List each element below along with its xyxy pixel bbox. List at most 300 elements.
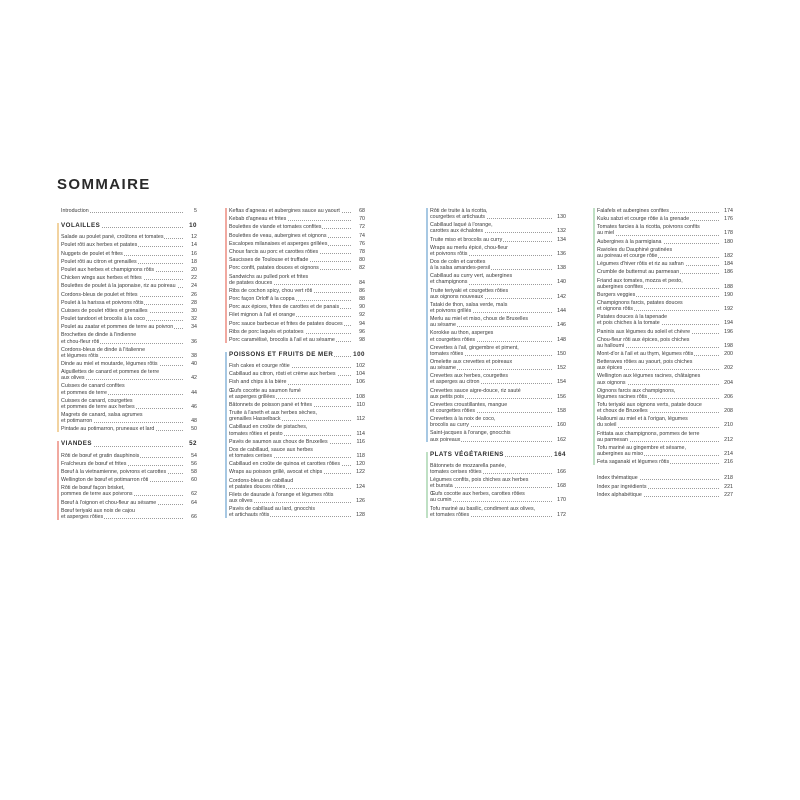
toc-entry[interactable] xyxy=(61,453,197,459)
entry-label: Falafels et aubergines confites xyxy=(597,208,669,214)
page-number: 28 xyxy=(191,299,197,306)
page-number: 218 xyxy=(724,475,733,482)
page-number: 166 xyxy=(557,468,566,475)
entry-label: Wellington aux légumes racines, châtaignes aux oignons xyxy=(597,373,701,386)
page-number: 176 xyxy=(724,216,733,223)
toc-entry[interactable] xyxy=(229,274,365,286)
toc-entry[interactable] xyxy=(597,337,733,349)
section-color-bar xyxy=(593,208,595,465)
toc-entry[interactable] xyxy=(430,388,566,400)
page-number: 60 xyxy=(191,477,197,484)
page-number: 190 xyxy=(724,291,733,298)
toc-entry[interactable] xyxy=(61,234,197,240)
toc-entry[interactable] xyxy=(229,329,365,335)
toc-entry[interactable] xyxy=(61,461,197,467)
entry-label: Cordons-bleus de cabillaud et patates douces rôties xyxy=(229,477,294,490)
entry-label: Bâtonnets de poisson pané et frites xyxy=(229,401,313,408)
page-number: 114 xyxy=(356,430,365,437)
page-number: 46 xyxy=(191,403,197,410)
entry-label: Fish and chips à la bière xyxy=(229,379,287,386)
page-number: 78 xyxy=(359,248,365,255)
page-number: 68 xyxy=(359,208,365,214)
toc-entry[interactable] xyxy=(229,424,365,436)
entry-label: Paninis aux légumes du soleil et chèvre xyxy=(597,328,691,335)
toc-entry[interactable] xyxy=(597,292,733,298)
entry-label: Porc sauce barbecue et frites de patates douces xyxy=(229,320,343,327)
page-number: 214 xyxy=(724,450,733,457)
page-number: 180 xyxy=(724,238,733,245)
page-number: 64 xyxy=(191,499,197,506)
page-number: 186 xyxy=(724,269,733,276)
page-number: 170 xyxy=(557,497,566,504)
entry-label: Bœuf teriyaki aux noix de cajou et asperges rôties xyxy=(61,507,135,520)
toc-entry[interactable] xyxy=(61,383,197,395)
toc-entry[interactable] xyxy=(430,259,566,271)
entry-label: Ravioles du Dauphiné gratinées au poireau et courge rôtie xyxy=(597,246,673,259)
page-number: 178 xyxy=(724,230,733,237)
page-number: 174 xyxy=(724,208,733,214)
toc-entry[interactable] xyxy=(597,239,733,245)
toc-entry[interactable] xyxy=(229,379,365,385)
entry-label: Choux farcis au porc et carottes rôties xyxy=(229,248,319,255)
toc-entry[interactable] xyxy=(597,247,733,259)
page-number: 204 xyxy=(724,379,733,386)
entry-label: Crevettes aux herbes, courgettes et asperges au citron xyxy=(430,373,509,386)
entry-label: Crevettes à l'ail, gingembre et piment, tomates rôties xyxy=(430,344,519,357)
page-title: SOMMAIRE xyxy=(57,176,151,193)
page-number: 212 xyxy=(724,436,733,443)
entry-label: Chou-fleur rôti aux épices, pois chiches au halloumi xyxy=(597,336,690,349)
page-number: 158 xyxy=(557,407,566,414)
entry-label: Keftas d'agneau et aubergines sauce au yaourt xyxy=(229,208,340,214)
page-number: 216 xyxy=(724,459,733,466)
page-number: 80 xyxy=(359,257,365,264)
page-number: 100 xyxy=(353,351,365,358)
toc-entry[interactable] xyxy=(430,506,566,518)
page-number: 108 xyxy=(356,393,365,400)
entry-label: Escalopes milanaises et asperges grillées xyxy=(229,240,328,247)
entry-label: Aubergines à la parmigiana xyxy=(597,238,662,245)
toc-entry[interactable] xyxy=(430,330,566,342)
toc-entry[interactable] xyxy=(597,431,733,443)
entry-label: Œufs cocotte aux herbes, carottes rôties au cumin xyxy=(430,491,525,504)
toc-entry[interactable] xyxy=(597,492,733,498)
entry-label: Cabillaud au curry vert, aubergines et champignons xyxy=(430,273,513,286)
toc-column-3 xyxy=(426,208,566,520)
toc-entry[interactable] xyxy=(61,361,197,367)
toc-entry[interactable] xyxy=(597,475,733,481)
page-number: 98 xyxy=(359,336,365,343)
page-number: 56 xyxy=(191,460,197,467)
toc-entry[interactable] xyxy=(597,484,733,490)
toc-entry[interactable] xyxy=(229,506,365,518)
toc-entry[interactable] xyxy=(61,283,197,289)
entry-label: Chicken wings aux herbes et frites xyxy=(61,275,142,282)
toc-entry[interactable] xyxy=(61,259,197,265)
page-number: 164 xyxy=(554,450,566,458)
entry-label: Dinde au miel et moutarde, légumes rôtis xyxy=(61,361,158,367)
toc-entry[interactable] xyxy=(430,430,566,442)
page-number: 82 xyxy=(359,265,365,272)
entry-label: Crumble de butternut au parmesan xyxy=(597,269,680,276)
entry-label: Cabillaud au citron, rösti et crème aux herbes xyxy=(229,371,336,378)
section-color-bar xyxy=(57,223,59,432)
entry-label: Crevettes à la noix de coco, brocolis au curry xyxy=(430,416,496,429)
toc-entry[interactable] xyxy=(229,478,365,490)
toc-entry[interactable] xyxy=(61,208,197,214)
toc-entry[interactable] xyxy=(430,245,566,257)
toc-entry[interactable] xyxy=(430,222,566,234)
entry-label: Porc confit, patates douces et oignons xyxy=(229,265,319,272)
page-number: 54 xyxy=(191,452,197,459)
entry-label: Betteraves rôties au yaourt, pois chiches aux épices xyxy=(597,359,693,372)
toc-entry[interactable] xyxy=(229,447,365,459)
toc-entry[interactable] xyxy=(229,265,365,271)
toc-entry[interactable] xyxy=(61,300,197,306)
entry-label: Bœuf à l'oignon et chou-fleur au sésame xyxy=(61,499,157,506)
toc-entry[interactable] xyxy=(61,242,197,248)
toc-entry[interactable] xyxy=(229,288,365,294)
page-number: 156 xyxy=(557,393,566,400)
page-number: 48 xyxy=(191,418,197,425)
entry-label: Porc caramélisé, brocolis à l'ail et au sésame xyxy=(229,336,335,343)
page-number: 5 xyxy=(194,208,197,214)
page-number: 182 xyxy=(724,252,733,259)
toc-entry[interactable] xyxy=(229,371,365,377)
page-number: 18 xyxy=(191,258,197,265)
page-number: 52 xyxy=(189,440,197,448)
toc-entry[interactable] xyxy=(430,416,566,428)
toc-entry[interactable] xyxy=(61,508,197,520)
toc-entry[interactable] xyxy=(430,477,566,489)
toc-entry[interactable] xyxy=(61,316,197,322)
entry-label: Truite miso et brocolis au curry xyxy=(430,236,503,243)
section-heading[interactable] xyxy=(430,452,566,458)
page-number: 144 xyxy=(557,307,566,314)
entry-label: Poulet au zaatar et pommes de terre au poivron xyxy=(61,324,174,331)
toc-entry[interactable] xyxy=(430,316,566,328)
entry-label: Boulettes de veau, aubergines et oignons xyxy=(229,232,327,239)
toc-entry[interactable] xyxy=(597,445,733,457)
page-number: 128 xyxy=(356,512,365,519)
entry-label: Kebab d'agneau et frites xyxy=(229,216,287,223)
toc-entry[interactable] xyxy=(61,398,197,410)
toc-entry[interactable] xyxy=(597,329,733,335)
section-color-bar xyxy=(225,208,227,343)
toc-column-1 xyxy=(57,208,197,522)
page-number: 62 xyxy=(191,491,197,498)
entry-label: Cabillaud en croûte de quinoa et carottes rôties xyxy=(229,461,341,468)
entry-label: Bœuf à la vietnamienne, poivrons et carottes xyxy=(61,468,167,475)
entry-label: Sandwichs au pulled pork et frites de patates douces xyxy=(229,273,309,286)
entry-label: Rôti de bœuf façon brisket, pommes de terre aux poivrons xyxy=(61,485,133,498)
toc-entry[interactable] xyxy=(430,288,566,300)
toc-entry[interactable] xyxy=(597,261,733,267)
section-heading[interactable] xyxy=(229,352,365,358)
toc-entry[interactable] xyxy=(229,439,365,445)
toc-entry[interactable] xyxy=(229,233,365,239)
entry-label: Friand aux tomates, mozza et pesto, aubergines confites xyxy=(597,277,683,290)
toc-entry[interactable] xyxy=(229,402,365,408)
entry-label: Cordons-bleus de dinde à l'italienne et légumes rôtis xyxy=(61,346,146,359)
page-number: 44 xyxy=(191,389,197,396)
entry-label: Champignons farcis, patates douces et oignons rôtis xyxy=(597,299,683,313)
toc-entry[interactable] xyxy=(61,267,197,273)
toc-entry[interactable] xyxy=(229,469,365,475)
entry-label: Légumes confits, pois chiches aux herbes et burrata xyxy=(430,476,529,490)
entry-label: Omelette aux crevettes et poireaux au sésame xyxy=(430,359,513,372)
toc-entry[interactable] xyxy=(61,426,197,432)
entry-label: Tofu mariné au gingembre et sésame, aubergines au miso xyxy=(597,444,686,457)
entry-label: Kuku sabzi et courge rôtie à la grenade xyxy=(597,216,690,223)
toc-entry[interactable] xyxy=(229,388,365,400)
toc-entry[interactable] xyxy=(61,477,197,483)
page-number: 126 xyxy=(356,497,365,504)
entry-label: Oignons farcis aux champignons, légumes racines rôtis xyxy=(597,387,676,400)
toc-entry[interactable] xyxy=(597,208,733,214)
toc-entry[interactable] xyxy=(229,257,365,263)
toc-entry[interactable] xyxy=(229,321,365,327)
page-number: 76 xyxy=(359,240,365,247)
entry-label: Cuisses de poulet rôties et grenailles xyxy=(61,307,148,314)
toc-entry[interactable] xyxy=(61,347,197,359)
toc-entry[interactable] xyxy=(229,224,365,230)
toc-entry[interactable] xyxy=(229,492,365,504)
page-number: 40 xyxy=(191,361,197,367)
entry-label: Dos de colin et carottes à la salsa amandes-persil xyxy=(430,259,491,272)
entry-label: Cuisses de canard confites et pommes de terre xyxy=(61,383,125,396)
page-number: 92 xyxy=(359,312,365,319)
toc-entry[interactable] xyxy=(61,469,197,475)
page-number: 110 xyxy=(356,401,365,408)
toc-entry[interactable] xyxy=(61,500,197,506)
page-number: 30 xyxy=(191,307,197,314)
page-number: 124 xyxy=(356,483,365,490)
toc-entry[interactable] xyxy=(597,269,733,275)
entry-label: Œufs cocotte au saumon fumé et asperges grillées xyxy=(229,387,301,400)
toc-entry[interactable] xyxy=(61,308,197,314)
entry-label: Index alphabétique xyxy=(597,491,642,498)
toc-entry[interactable] xyxy=(229,249,365,255)
toc-entry[interactable] xyxy=(597,351,733,357)
entry-label: Crevettes sauce aigre-douce, riz sauté aux petits pois xyxy=(430,387,521,400)
entry-label: Tofu teriyaki aux oignons verts, patate douce et choux de Bruxelles xyxy=(597,402,702,415)
page-number: 120 xyxy=(356,461,365,468)
page-number: 210 xyxy=(724,422,733,429)
page-number: 140 xyxy=(557,279,566,286)
section-color-bar xyxy=(57,441,59,520)
page-number: 50 xyxy=(191,426,197,433)
entry-label: Saint-jacques à l'orange, gnocchis aux poireaux xyxy=(430,430,511,443)
toc-entry[interactable] xyxy=(229,216,365,222)
page-number: 38 xyxy=(191,352,197,359)
toc-entry[interactable] xyxy=(430,402,566,414)
page-number: 148 xyxy=(557,336,566,343)
toc-entry[interactable] xyxy=(229,304,365,310)
dot-leader xyxy=(597,235,719,236)
entry-label: Filet mignon à l'ail et orange xyxy=(229,312,296,319)
page-number: 192 xyxy=(724,306,733,313)
entry-label: Poulet aux herbes et champignons rôtis xyxy=(61,266,155,273)
section-heading[interactable] xyxy=(61,441,197,447)
toc-entry[interactable] xyxy=(597,402,733,414)
page-number: 12 xyxy=(191,234,197,241)
entry-label: Tofu mariné au basilic, condiment aux olives, et tomates rôties xyxy=(430,505,536,518)
page-number: 122 xyxy=(356,469,365,476)
page-number: 22 xyxy=(191,275,197,282)
page-number: 106 xyxy=(356,379,365,386)
entry-label: Rôti de bœuf et gratin dauphinois xyxy=(61,452,140,459)
entry-label: VIANDES xyxy=(61,440,93,448)
page-number: 116 xyxy=(356,438,365,445)
entry-label: Boulettes de viande et tomates confites xyxy=(229,224,322,231)
entry-label: Cordons-bleus de poulet et frites xyxy=(61,291,138,298)
page-number: 152 xyxy=(557,365,566,372)
section-color-bar xyxy=(426,208,428,442)
entry-label: Pavés de saumon aux choux de Bruxelles xyxy=(229,438,328,445)
section-color-bar xyxy=(426,452,428,518)
page-number: 42 xyxy=(191,375,197,382)
entry-label: Cabillaud en croûte de pistaches, tomates rôties et pesto xyxy=(229,424,308,437)
page-number: 134 xyxy=(557,236,566,243)
section-heading[interactable] xyxy=(61,223,197,229)
page-number: 154 xyxy=(557,379,566,386)
entry-label: Wellington de bœuf et potimarron rôti xyxy=(61,477,149,484)
page-number: 24 xyxy=(191,283,197,290)
toc-entry[interactable] xyxy=(430,273,566,285)
toc-entry[interactable] xyxy=(597,459,733,465)
toc-entry[interactable] xyxy=(430,359,566,371)
entry-label: PLATS VÉGÉTARIENS xyxy=(430,450,504,458)
entry-label: Nuggets de poulet et frites xyxy=(61,250,123,257)
page-number: 162 xyxy=(557,436,566,443)
page-number: 138 xyxy=(557,265,566,272)
entry-label: Cuisses de canard, courgettes et pommes de terre aux herbes xyxy=(61,397,135,410)
toc-entry[interactable] xyxy=(430,208,566,220)
toc-entry[interactable] xyxy=(430,237,566,243)
page-number: 227 xyxy=(724,491,733,498)
page-number: 34 xyxy=(191,324,197,331)
page-number: 172 xyxy=(557,511,566,518)
toc-entry[interactable] xyxy=(430,373,566,385)
entry-label: Cabillaud laqué à l'orange, carottes aux échalotes xyxy=(430,222,493,235)
entry-label: Fish cakes et courge rôtie xyxy=(229,363,290,370)
page-number: 150 xyxy=(557,350,566,357)
toc-entry[interactable] xyxy=(229,410,365,422)
toc-entry[interactable] xyxy=(430,491,566,503)
entry-label: Halloumi au miel et à l'origan, légumes du soleil xyxy=(597,416,688,429)
toc-entry[interactable] xyxy=(61,251,197,257)
toc-entry[interactable] xyxy=(430,345,566,357)
page-number: 20 xyxy=(191,266,197,273)
entry-label: Patates douces à la tapenade et pois chiches à la tomate xyxy=(597,314,668,327)
page-number: 36 xyxy=(191,338,197,345)
toc-entry[interactable] xyxy=(229,461,365,467)
toc-entry[interactable] xyxy=(597,359,733,371)
page-number: 130 xyxy=(557,214,566,221)
toc-entry[interactable] xyxy=(597,278,733,290)
entry-label: Pintade au potimarron, pruneaux et lard xyxy=(61,426,155,433)
page-number: 184 xyxy=(724,261,733,268)
entry-label: Index thématique xyxy=(597,475,638,482)
entry-label: Introduction xyxy=(61,208,89,214)
page-number: 200 xyxy=(724,351,733,357)
page-number: 102 xyxy=(356,363,365,370)
toc-entry[interactable] xyxy=(61,412,197,424)
entry-label: Ribs de porc laqués et potatoes xyxy=(229,328,304,335)
entry-label: Bâtonnets de mozzarella panée, tomates cerises rôties xyxy=(430,462,506,475)
entry-label: Ribs de cochon spicy, chou vert rôti xyxy=(229,287,313,294)
toc-entry[interactable] xyxy=(229,337,365,343)
toc-entry[interactable] xyxy=(61,485,197,497)
entry-label: Wraps au poisson grillé, avocat et chips xyxy=(229,469,323,476)
toc-column-2 xyxy=(225,208,365,520)
toc-entry[interactable] xyxy=(430,302,566,314)
toc-entry[interactable] xyxy=(597,224,733,236)
toc-entry[interactable] xyxy=(597,388,733,400)
page-number: 136 xyxy=(557,250,566,257)
entry-label: Poulet tandoori et brocolis à la coco xyxy=(61,316,145,323)
entry-label: Boulettes de poulet à la japonaise, riz au poireau xyxy=(61,283,176,290)
page-number: 72 xyxy=(359,224,365,231)
entry-label: Brochettes de dinde à l'indienne et chou-fleur rôti xyxy=(61,332,137,345)
entry-label: Poulet rôti aux herbes et patates xyxy=(61,242,138,249)
page-number: 146 xyxy=(557,322,566,329)
toc-entry[interactable] xyxy=(61,292,197,298)
toc-entry[interactable] xyxy=(229,296,365,302)
page-number: 66 xyxy=(191,513,197,520)
toc-entry[interactable] xyxy=(597,216,733,222)
toc-entry[interactable] xyxy=(430,463,566,475)
toc-column-4 xyxy=(593,208,733,500)
toc-entry[interactable] xyxy=(597,373,733,385)
page-number: 58 xyxy=(191,468,197,475)
page-number: 14 xyxy=(191,242,197,249)
entry-label: Mont-d'or à l'ail et au thym, légumes rôtis xyxy=(597,351,694,357)
page-number: 88 xyxy=(359,295,365,302)
entry-label: Aiguillettes de canard et pommes de terre aux olives xyxy=(61,369,160,382)
toc-entry[interactable] xyxy=(229,208,365,214)
page-number: 26 xyxy=(191,291,197,298)
page-number: 10 xyxy=(189,222,197,230)
entry-label: Filets de daurade à l'orange et légumes rôtis aux olives xyxy=(229,491,334,504)
toc-entry[interactable] xyxy=(597,300,733,312)
page-number: 188 xyxy=(724,283,733,290)
page-number: 221 xyxy=(724,483,733,490)
entry-label: Index par ingrédients xyxy=(597,483,647,490)
toc-entry[interactable] xyxy=(61,369,197,381)
toc-entry[interactable] xyxy=(61,324,197,330)
entry-label: VOLAILLES xyxy=(61,222,101,230)
page-number: 104 xyxy=(356,371,365,378)
entry-label: Poulet à la harissa et poivrons rôtis xyxy=(61,299,144,306)
toc-entry[interactable] xyxy=(229,312,365,318)
toc-entry[interactable] xyxy=(229,241,365,247)
entry-label: Truite à l'aneth et aux herbes sèches, grenailles Hasselback xyxy=(229,410,317,423)
toc-entry[interactable] xyxy=(61,332,197,344)
page-number: 84 xyxy=(359,279,365,286)
toc-entry[interactable] xyxy=(597,416,733,428)
page-number: 160 xyxy=(557,422,566,429)
entry-label: Salade au poulet pané, croûtons et tomates xyxy=(61,234,164,241)
toc-entry[interactable] xyxy=(597,314,733,326)
page-number: 94 xyxy=(359,320,365,327)
page-number: 32 xyxy=(191,316,197,323)
toc-entry[interactable] xyxy=(229,363,365,369)
page-number: 118 xyxy=(356,452,365,459)
entry-label: Porc aux épices, frites de carottes et de panais xyxy=(229,304,340,311)
toc-entry[interactable] xyxy=(61,275,197,281)
